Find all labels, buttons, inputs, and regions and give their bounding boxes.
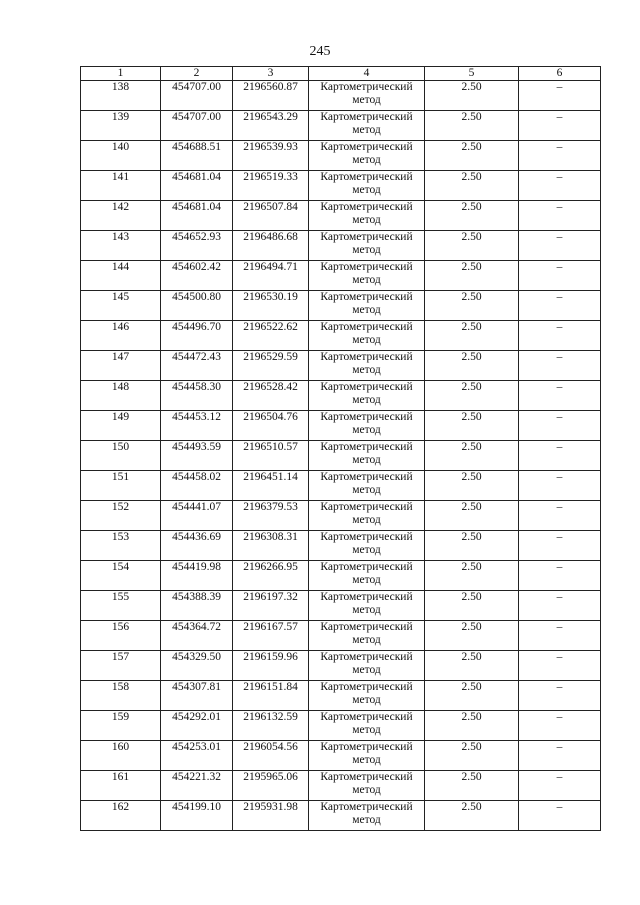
- cell-point-number: 155: [81, 591, 161, 621]
- cell-coordinate-x: 454707.00: [161, 111, 233, 141]
- cell-method: [309, 201, 425, 231]
- cell-accuracy: 2.50: [425, 771, 519, 801]
- method-text: Картометрический метод: [320, 411, 413, 436]
- cell-note: –: [519, 711, 601, 741]
- cell-coordinate-x: 454329.50: [161, 651, 233, 681]
- cell-point-number: 146: [81, 321, 161, 351]
- method-text: Картометрический метод: [320, 381, 413, 406]
- cell-point-number: 153: [81, 531, 161, 561]
- table-row: [81, 591, 601, 621]
- header-col-2: 2: [161, 67, 233, 81]
- cell-accuracy: 2.50: [425, 591, 519, 621]
- cell-coordinate-x: 454493.59: [161, 441, 233, 471]
- cell-method: [309, 441, 425, 471]
- method-text: Картометрический метод: [320, 261, 413, 286]
- method-text: Картометрический метод: [320, 321, 413, 346]
- cell-coordinate-y: 2196510.57: [233, 441, 309, 471]
- cell-accuracy: 2.50: [425, 171, 519, 201]
- cell-coordinate-x: 454500.80: [161, 291, 233, 321]
- cell-coordinate-y: 2195931.98: [233, 801, 309, 831]
- cell-coordinate-x: 454436.69: [161, 531, 233, 561]
- cell-note: –: [519, 441, 601, 471]
- method-text: Картометрический метод: [320, 81, 413, 106]
- cell-method: [309, 711, 425, 741]
- cell-method: [309, 111, 425, 141]
- method-text: Картометрический метод: [320, 201, 413, 226]
- cell-point-number: 158: [81, 681, 161, 711]
- cell-accuracy: 2.50: [425, 471, 519, 501]
- cell-coordinate-x: 454707.00: [161, 81, 233, 111]
- method-text: Картометрический метод: [320, 441, 413, 466]
- cell-note: –: [519, 261, 601, 291]
- cell-coordinate-x: 454652.93: [161, 231, 233, 261]
- cell-method: [309, 801, 425, 831]
- cell-point-number: 148: [81, 381, 161, 411]
- cell-coordinate-x: 454496.70: [161, 321, 233, 351]
- cell-point-number: 140: [81, 141, 161, 171]
- cell-note: –: [519, 651, 601, 681]
- cell-method: [309, 291, 425, 321]
- method-text: Картометрический метод: [320, 711, 413, 736]
- coordinates-table: [80, 66, 601, 831]
- table-row: [81, 171, 601, 201]
- cell-note: –: [519, 771, 601, 801]
- cell-note: –: [519, 141, 601, 171]
- cell-coordinate-y: 2196522.62: [233, 321, 309, 351]
- table-row: [81, 621, 601, 651]
- cell-coordinate-x: 454221.32: [161, 771, 233, 801]
- cell-accuracy: 2.50: [425, 711, 519, 741]
- cell-point-number: 141: [81, 171, 161, 201]
- table-row: [81, 141, 601, 171]
- cell-coordinate-y: 2196560.87: [233, 81, 309, 111]
- page-number: 245: [309, 44, 331, 59]
- table-row: [81, 231, 601, 261]
- cell-coordinate-x: 454441.07: [161, 501, 233, 531]
- cell-coordinate-y: 2196530.19: [233, 291, 309, 321]
- cell-coordinate-y: 2196529.59: [233, 351, 309, 381]
- cell-coordinate-y: 2196504.76: [233, 411, 309, 441]
- cell-method: [309, 471, 425, 501]
- table-row: [81, 501, 601, 531]
- table-row: [81, 351, 601, 381]
- table-row: [81, 711, 601, 741]
- method-text: Картометрический метод: [320, 741, 413, 766]
- method-text: Картометрический метод: [320, 231, 413, 256]
- cell-note: –: [519, 291, 601, 321]
- cell-point-number: 150: [81, 441, 161, 471]
- cell-method: [309, 351, 425, 381]
- cell-note: –: [519, 471, 601, 501]
- cell-coordinate-y: 2196159.96: [233, 651, 309, 681]
- method-text: Картометрический метод: [320, 351, 413, 376]
- method-text: Картометрический метод: [320, 141, 413, 166]
- cell-note: –: [519, 681, 601, 711]
- cell-accuracy: 2.50: [425, 741, 519, 771]
- cell-coordinate-y: 2196528.42: [233, 381, 309, 411]
- cell-point-number: 159: [81, 711, 161, 741]
- cell-coordinate-x: 454307.81: [161, 681, 233, 711]
- cell-coordinate-x: 454364.72: [161, 621, 233, 651]
- cell-point-number: 147: [81, 351, 161, 381]
- table-row: [81, 441, 601, 471]
- cell-accuracy: 2.50: [425, 81, 519, 111]
- cell-method: [309, 651, 425, 681]
- cell-coordinate-x: 454292.01: [161, 711, 233, 741]
- table-row: [81, 801, 601, 831]
- cell-method: [309, 171, 425, 201]
- cell-coordinate-y: 2196054.56: [233, 741, 309, 771]
- cell-coordinate-x: 454199.10: [161, 801, 233, 831]
- table-row: [81, 381, 601, 411]
- cell-coordinate-y: 2196197.32: [233, 591, 309, 621]
- method-text: Картометрический метод: [320, 531, 413, 556]
- method-text: Картометрический метод: [320, 501, 413, 526]
- cell-note: –: [519, 381, 601, 411]
- cell-coordinate-x: 454253.01: [161, 741, 233, 771]
- cell-accuracy: 2.50: [425, 441, 519, 471]
- cell-accuracy: 2.50: [425, 351, 519, 381]
- cell-accuracy: 2.50: [425, 291, 519, 321]
- cell-method: [309, 591, 425, 621]
- cell-coordinate-y: 2196266.95: [233, 561, 309, 591]
- method-text: Картометрический метод: [320, 111, 413, 136]
- table-row: [81, 771, 601, 801]
- cell-method: [309, 741, 425, 771]
- cell-accuracy: 2.50: [425, 561, 519, 591]
- cell-coordinate-y: 2196519.33: [233, 171, 309, 201]
- method-text: Картометрический метод: [320, 561, 413, 586]
- cell-note: –: [519, 561, 601, 591]
- cell-coordinate-x: 454419.98: [161, 561, 233, 591]
- cell-method: [309, 681, 425, 711]
- cell-accuracy: 2.50: [425, 141, 519, 171]
- cell-coordinate-x: 454388.39: [161, 591, 233, 621]
- method-text: Картометрический метод: [320, 291, 413, 316]
- table-row: [81, 201, 601, 231]
- cell-coordinate-x: 454458.30: [161, 381, 233, 411]
- cell-coordinate-y: 2196494.71: [233, 261, 309, 291]
- header-col-6: 6: [519, 67, 601, 81]
- cell-coordinate-x: 454453.12: [161, 411, 233, 441]
- cell-accuracy: 2.50: [425, 501, 519, 531]
- cell-coordinate-y: 2196539.93: [233, 141, 309, 171]
- cell-point-number: 157: [81, 651, 161, 681]
- cell-coordinate-x: 454602.42: [161, 261, 233, 291]
- cell-method: [309, 621, 425, 651]
- method-text: Картометрический метод: [320, 771, 413, 796]
- table-body: [81, 81, 601, 831]
- cell-point-number: 149: [81, 411, 161, 441]
- cell-point-number: 152: [81, 501, 161, 531]
- cell-method: [309, 561, 425, 591]
- cell-note: –: [519, 411, 601, 441]
- table-row: [81, 651, 601, 681]
- cell-note: –: [519, 501, 601, 531]
- cell-point-number: 143: [81, 231, 161, 261]
- cell-coordinate-y: 2196451.14: [233, 471, 309, 501]
- cell-coordinate-y: 2196151.84: [233, 681, 309, 711]
- cell-method: [309, 81, 425, 111]
- cell-point-number: 139: [81, 111, 161, 141]
- table-row: [81, 741, 601, 771]
- cell-point-number: 151: [81, 471, 161, 501]
- cell-note: –: [519, 231, 601, 261]
- cell-point-number: 154: [81, 561, 161, 591]
- cell-coordinate-y: 2195965.06: [233, 771, 309, 801]
- cell-accuracy: 2.50: [425, 621, 519, 651]
- method-text: Картометрический метод: [320, 621, 413, 646]
- cell-coordinate-y: 2196132.59: [233, 711, 309, 741]
- cell-note: –: [519, 591, 601, 621]
- cell-method: [309, 261, 425, 291]
- table-row: [81, 561, 601, 591]
- cell-accuracy: 2.50: [425, 231, 519, 261]
- table-row: [81, 531, 601, 561]
- table-row: [81, 321, 601, 351]
- table-row: [81, 111, 601, 141]
- cell-accuracy: 2.50: [425, 531, 519, 561]
- cell-coordinate-y: 2196308.31: [233, 531, 309, 561]
- cell-point-number: 144: [81, 261, 161, 291]
- cell-coordinate-x: 454688.51: [161, 141, 233, 171]
- method-text: Картометрический метод: [320, 651, 413, 676]
- cell-coordinate-y: 2196379.53: [233, 501, 309, 531]
- cell-accuracy: 2.50: [425, 801, 519, 831]
- cell-coordinate-y: 2196507.84: [233, 201, 309, 231]
- cell-point-number: 138: [81, 81, 161, 111]
- table-row: [81, 471, 601, 501]
- cell-note: –: [519, 111, 601, 141]
- header-col-1: 1: [81, 67, 161, 81]
- cell-accuracy: 2.50: [425, 201, 519, 231]
- cell-note: –: [519, 351, 601, 381]
- cell-method: [309, 381, 425, 411]
- cell-point-number: 142: [81, 201, 161, 231]
- cell-coordinate-y: 2196543.29: [233, 111, 309, 141]
- header-col-5: 5: [425, 67, 519, 81]
- cell-note: –: [519, 201, 601, 231]
- cell-method: [309, 141, 425, 171]
- cell-coordinate-x: 454681.04: [161, 201, 233, 231]
- table-row: [81, 681, 601, 711]
- cell-point-number: 156: [81, 621, 161, 651]
- method-text: Картометрический метод: [320, 801, 413, 826]
- cell-point-number: 145: [81, 291, 161, 321]
- cell-accuracy: 2.50: [425, 321, 519, 351]
- cell-accuracy: 2.50: [425, 381, 519, 411]
- table-row: [81, 261, 601, 291]
- cell-note: –: [519, 321, 601, 351]
- method-text: Картометрический метод: [320, 681, 413, 706]
- cell-coordinate-y: 2196486.68: [233, 231, 309, 261]
- cell-accuracy: 2.50: [425, 261, 519, 291]
- header-row: [81, 67, 601, 81]
- cell-coordinate-x: 454681.04: [161, 171, 233, 201]
- header-col-3: 3: [233, 67, 309, 81]
- cell-coordinate-x: 454472.43: [161, 351, 233, 381]
- cell-note: –: [519, 81, 601, 111]
- cell-method: [309, 771, 425, 801]
- table-row: [81, 81, 601, 111]
- table-row: [81, 291, 601, 321]
- cell-accuracy: 2.50: [425, 411, 519, 441]
- cell-method: [309, 321, 425, 351]
- cell-method: [309, 411, 425, 441]
- cell-point-number: 160: [81, 741, 161, 771]
- cell-coordinate-y: 2196167.57: [233, 621, 309, 651]
- method-text: Картометрический метод: [320, 591, 413, 616]
- method-text: Картометрический метод: [320, 171, 413, 196]
- cell-point-number: 162: [81, 801, 161, 831]
- method-text: Картометрический метод: [320, 471, 413, 496]
- header-col-4: 4: [309, 67, 425, 81]
- cell-note: –: [519, 621, 601, 651]
- cell-method: [309, 231, 425, 261]
- table-row: [81, 411, 601, 441]
- cell-note: –: [519, 801, 601, 831]
- cell-accuracy: 2.50: [425, 111, 519, 141]
- cell-note: –: [519, 531, 601, 561]
- cell-note: –: [519, 171, 601, 201]
- cell-point-number: 161: [81, 771, 161, 801]
- cell-coordinate-x: 454458.02: [161, 471, 233, 501]
- cell-accuracy: 2.50: [425, 651, 519, 681]
- cell-accuracy: 2.50: [425, 681, 519, 711]
- cell-note: –: [519, 741, 601, 771]
- cell-method: [309, 501, 425, 531]
- cell-method: [309, 531, 425, 561]
- table-header: [81, 67, 601, 81]
